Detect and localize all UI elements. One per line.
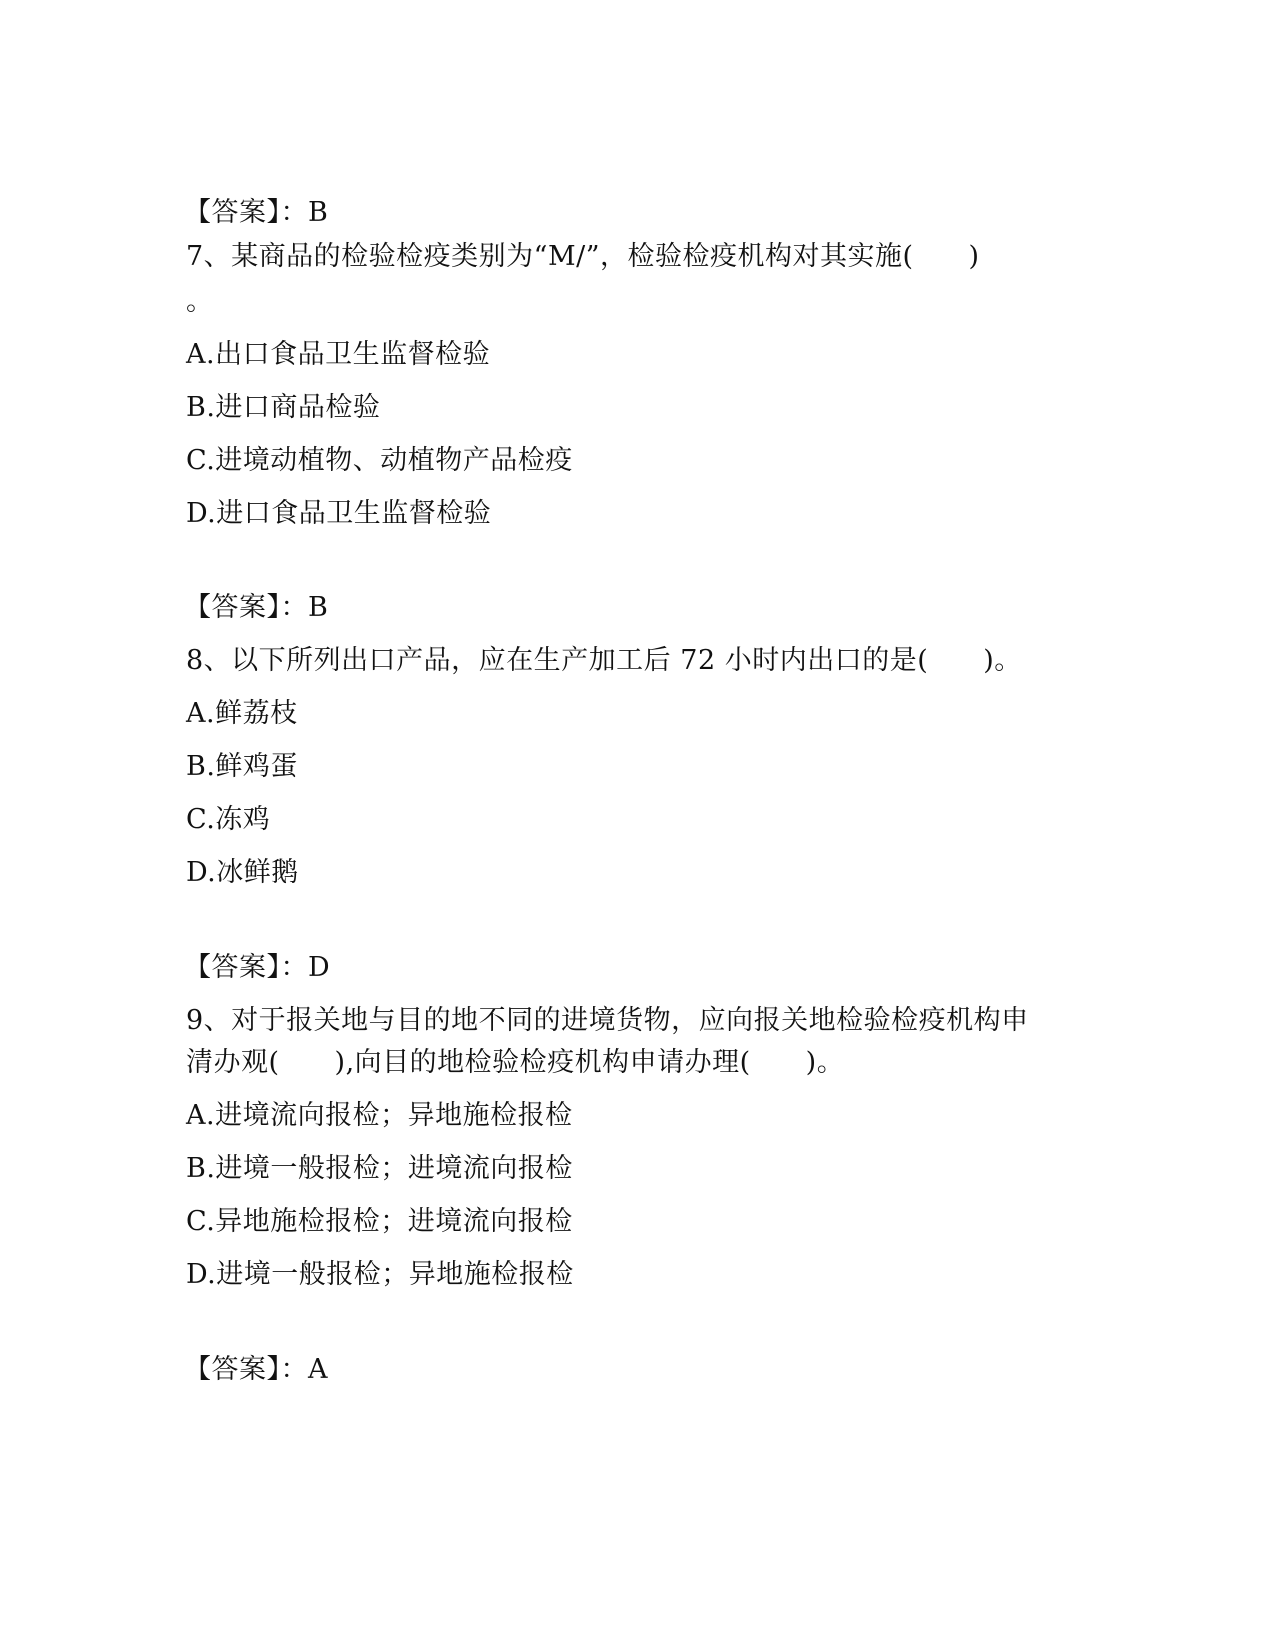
question-8-text: 8、以下所列出口产品，应在生产加工后 72 小时内出口的是( )。 <box>186 645 1022 676</box>
question-8-option-a: A.鲜荔枝 <box>186 698 298 729</box>
answer-line-q9: 【答案】：A <box>184 1354 328 1385</box>
question-8-option-d: D.冰鲜鹅 <box>186 857 299 888</box>
question-7-option-a: A.出口食品卫生监督检验 <box>186 339 491 370</box>
answer-line-q8: 【答案】：D <box>184 952 331 983</box>
question-8-option-b: B.鲜鸡蛋 <box>186 751 298 782</box>
question-7-continuation: 。 <box>186 286 214 317</box>
question-9-text: 9、对于报关地与目的地不同的进境货物，应向报关地检验检疫机构申 <box>186 1005 1029 1036</box>
question-7-option-c: C.进境动植物、动植物产品检疫 <box>186 445 573 476</box>
question-7-text: 7、某商品的检验检疫类别为“M/”，检验检疫机构对其实施( ) <box>186 241 980 272</box>
question-8-option-c: C.冻鸡 <box>186 804 271 835</box>
question-9-continuation: 清办观( ),向目的地检验检疫机构申请办理( )。 <box>186 1047 845 1078</box>
question-7-option-b: B.进口商品检验 <box>186 392 381 423</box>
answer-line-q6: 【答案】：B <box>184 197 329 228</box>
question-9-option-d: D.进境一般报检；异地施检报检 <box>186 1259 574 1290</box>
question-9-option-a: A.进境流向报检；异地施检报检 <box>186 1100 573 1131</box>
question-9-option-b: B.进境一般报检；进境流向报检 <box>186 1153 573 1184</box>
question-9-option-c: C.异地施检报检；进境流向报检 <box>186 1206 573 1237</box>
answer-line-q7: 【答案】：B <box>184 592 329 623</box>
question-7-option-d: D.进口食品卫生监督检验 <box>186 498 492 529</box>
